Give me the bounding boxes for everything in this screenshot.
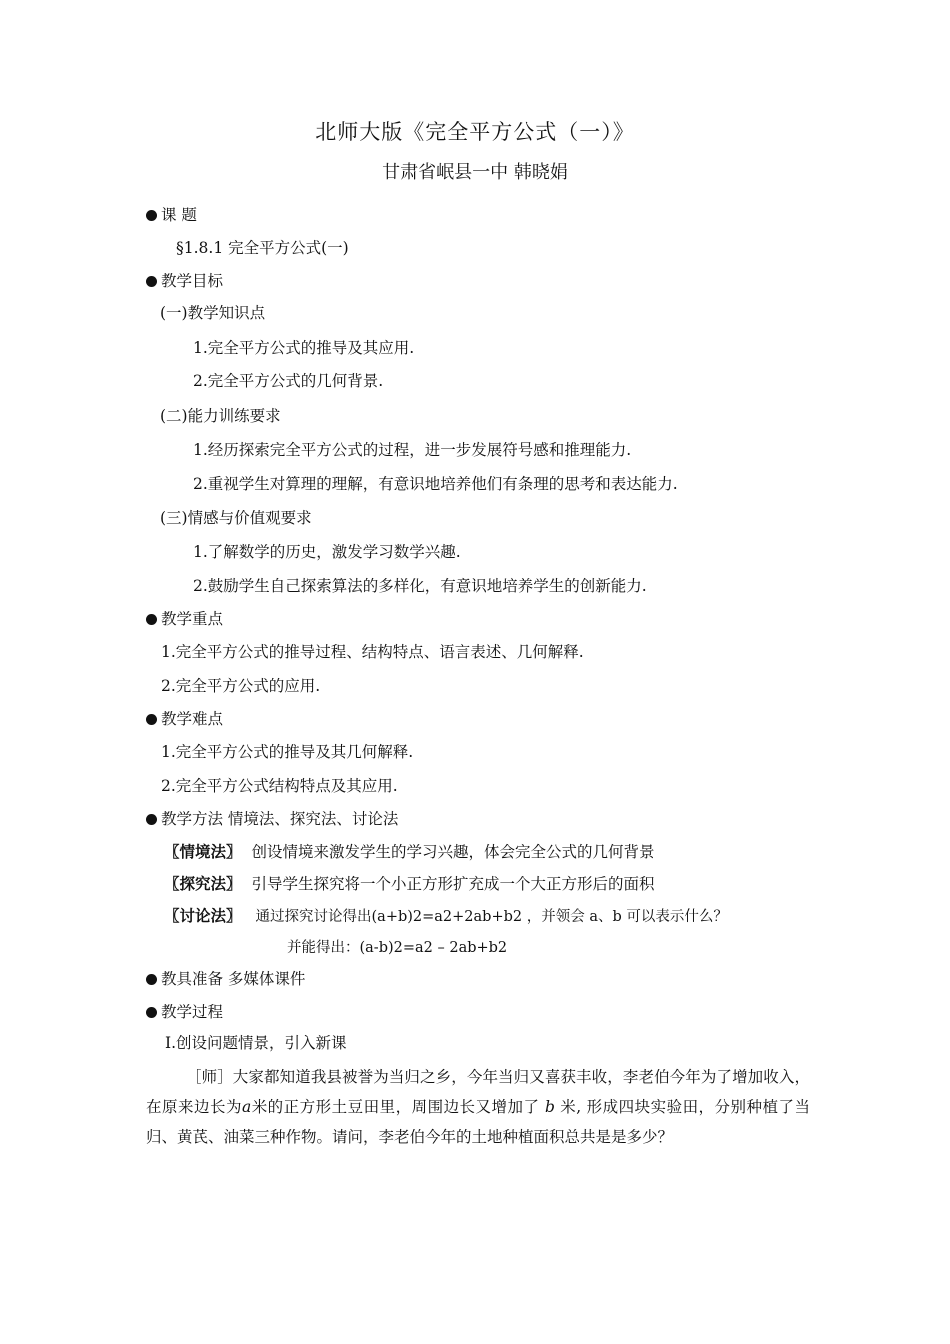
para-text: 米的正方形土豆田里，周围边长又增加了	[251, 1098, 545, 1116]
goals-1-item: 1.完全平方公式的推导及其应用.	[193, 339, 415, 357]
bullet-icon	[146, 1007, 157, 1018]
bullet-icon	[146, 974, 157, 985]
section-label: 教学重点	[161, 610, 224, 628]
section-label: 教学过程	[161, 1003, 224, 1021]
section-tools-heading	[146, 968, 305, 990]
method-tag: 〖情境法〗	[164, 842, 242, 861]
key-item: 1.完全平方公式的推导过程、结构特点、语言表述、几何解释.	[161, 643, 584, 661]
difficulty-item: 2.完全平方公式结构特点及其应用.	[161, 777, 398, 795]
bullet-icon	[146, 210, 157, 221]
intro-paragraph	[146, 1062, 810, 1152]
method-row	[164, 873, 655, 895]
section-label: 教学难点	[161, 710, 224, 728]
method-row	[164, 841, 655, 863]
section-label: 教学方法 情境法、探究法、讨论法	[161, 810, 399, 828]
difficulty-item: 1.完全平方公式的推导及其几何解释.	[161, 743, 414, 761]
goals-3-title: (三)情感与价值观要求	[160, 509, 312, 527]
var-b: b	[544, 1098, 555, 1116]
para-text: ［师］大家都知道我县被誉为当归之乡，今年当归又喜获丰收，李老伯今年为了增加收入，在原来边长为	[146, 1068, 810, 1116]
section-goals-heading	[146, 270, 223, 292]
goals-2-item: 1.经历探索完全平方公式的过程，进一步发展符号感和推理能力.	[193, 441, 632, 459]
goals-2-item: 2.重视学生对算理的理解，有意识地培养他们有条理的思考和表达能力.	[193, 475, 678, 493]
method-row	[164, 905, 728, 928]
section-label: 教学目标	[161, 272, 224, 290]
goals-3-item: 1.了解数学的历史，激发学习数学兴趣.	[193, 543, 461, 561]
bullet-icon	[146, 814, 157, 825]
goals-3-item: 2.鼓励学生自己探索算法的多样化，有意识地培养学生的创新能力.	[193, 577, 647, 595]
section-difficulty-heading	[146, 708, 223, 730]
document-author: 甘肃省岷县一中 韩晓娟	[382, 162, 568, 183]
bullet-icon	[146, 614, 157, 625]
method-continuation: 并能得出：(a-b)2=a2 – 2ab+b2	[287, 940, 508, 956]
method-text: 创设情境来激发学生的学习兴趣，体会完全公式的几何背景	[251, 843, 655, 861]
process-1-title: Ⅰ.创设问题情景，引入新课	[165, 1034, 347, 1052]
goals-1-item: 2.完全平方公式的几何背景.	[193, 372, 384, 390]
section-method-heading	[146, 808, 398, 830]
bullet-icon	[146, 276, 157, 287]
para-text: 米, 形成四块实验田，分别种植了当归、黄芪、油菜三种作物。请问，李老伯今年的土地种植面积总共是是多少？	[146, 1098, 810, 1146]
method-tag: 〖讨论法〗	[164, 906, 242, 925]
key-item: 2.完全平方公式的应用.	[161, 677, 321, 695]
var-a: a	[241, 1098, 252, 1116]
method-text: 引导学生探究将一个小正方形扩充成一个大正方形后的面积	[251, 875, 655, 893]
method-text: 通过探究讨论得出(a+b)2=a2+2ab+b2 ，并领会 a、b 可以表示什么？	[255, 909, 728, 925]
bullet-icon	[146, 714, 157, 725]
method-tag: 〖探究法〗	[164, 874, 242, 893]
section-label: 教具准备 多媒体课件	[161, 970, 306, 988]
goals-2-title: (二)能力训练要求	[160, 407, 281, 425]
section-key-heading	[146, 608, 223, 630]
goals-1-title: (一)教学知识点	[160, 304, 266, 322]
section-label: 课 题	[161, 206, 197, 224]
document-title: 北师大版《完全平方公式（一）》	[315, 120, 635, 144]
section-topic-heading	[146, 204, 197, 226]
section-process-heading	[146, 1001, 223, 1023]
topic-text: §1.8.1 完全平方公式(一)	[176, 239, 349, 257]
